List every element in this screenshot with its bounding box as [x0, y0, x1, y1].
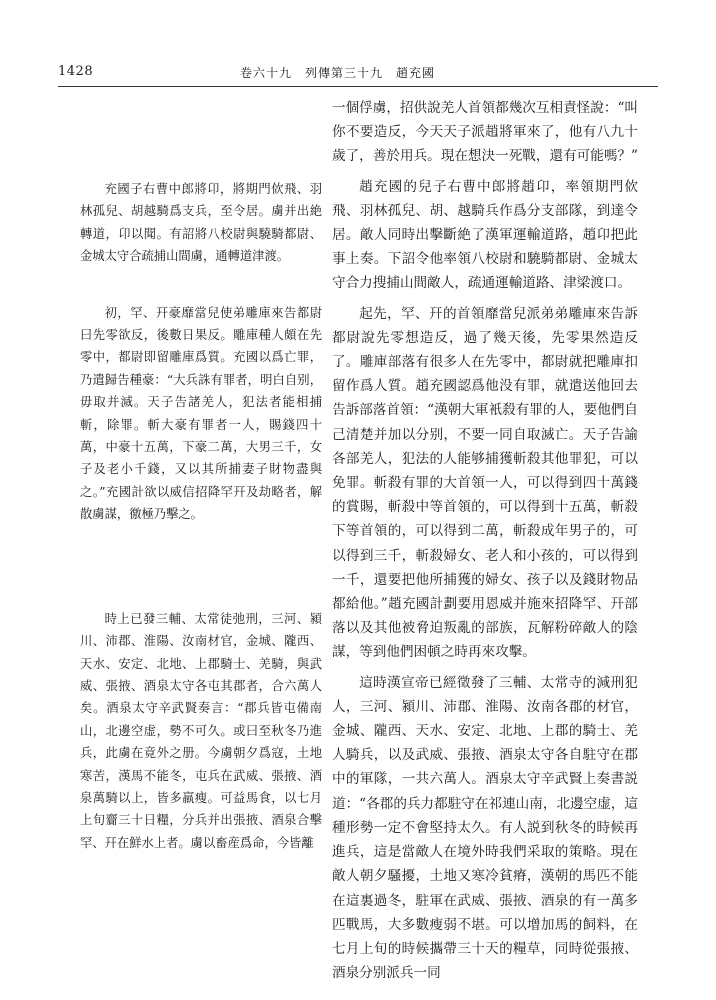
translation-paragraph: 這時漢宣帝已經徵發了三輔、太常寺的減刑犯人，三河、潁川、沛郡、淮陽、汝南各郡的材官，金城、隴西、天水、安定、北地、上郡的騎士、羌人騎兵，以及武威、張掖、酒泉太守各自駐守在郡中的軍隊，一共六萬人。酒泉太守辛武賢上奏書説道：“各郡的兵力都駐守在祁連山南，北邊空虚，這種形勢一定不會堅持太久。有人説到秋冬的時候再進兵，這是當敵人在境外時我們采取的策略。現在敵人朝夕騷擾，土地又寒冷貧瘠，漢朝的馬匹不能在這裏過冬，駐軍在武威、張掖、酒泉的有一萬多匹戰馬，大多數瘦弱不堪。可以增加馬的飼料，在七月上旬的時候攜帶三十天的糧草，同時從張掖、酒泉分别派兵一同	[332, 674, 639, 982]
page-number: 1428	[58, 64, 94, 79]
translation-paragraph: 趙充國的兒子右曹中郎將趙卬，率領期門佽飛、羽林孤兒、胡、越騎兵作爲分支部隊，到達令居。敵人同時出擊斷絶了漢軍運輸道路，趙卬把此事上奏。下詔令他率領八校尉和驍騎都尉、金城太守合力搜捕山間敵人，疏通運輸道路、津梁渡口。	[332, 178, 638, 292]
page-header	[58, 64, 658, 86]
classical-paragraph: 初，罕、幵豪靡當兒使弟雕庫來告都尉曰先零欲反，後數日果反。雕庫種人頗在先零中，都尉即留雕庫爲質。充國以爲亡罪，乃遣歸告種豪：“大兵誅有罪者，明白自别，毋取并滅。天子告諸羌人，犯法者能相捕斬，除罪。斬大豪有罪者一人，賜錢四十萬，中豪十五萬，下豪二萬，大男三千，女子及老小千錢，又以其所捕妻子財物盡與之。”充國計欲以威信招降罕幵及劫略者，解散虜謀，徼極乃擊之。	[80, 305, 322, 522]
translation-text-column	[332, 96, 638, 985]
classical-text-column	[80, 178, 322, 854]
translation-paragraph: 一個俘虜，招供說羌人首領都幾次互相責怪說：“叫你不要造反，今天天子派趙將軍來了，他有八九十歲了，善於用兵。現在想決一死戰，還有可能嗎？”	[332, 100, 639, 165]
classical-paragraph: 充國子右曹中郎將卬，將期門佽飛、羽林孤兒、胡越騎爲支兵，至令居。虜并出絶轉道，卬以聞。有詔將八校尉與驍騎都尉、金城太守合疏捕山間虜，通轉道津渡。	[80, 182, 322, 264]
header-rule	[58, 86, 658, 87]
translation-paragraph: 起先，罕、幵的首領靡當兒派弟弟雕庫來告訴都尉說先零想造反，過了幾天後，先零果然造反了。雕庫部落有很多人在先零中，都尉就把雕庫扣留作爲人質。趙充國認爲他没有罪，就遣送他回去告訴部落首領：“漢朝大軍衹殺有罪的人，要他們自己清楚并加以分别，不要一同自取滅亡。天子告諭各部羌人，犯法的人能够捕獲斬殺其他罪犯，可以免罪。斬殺有罪的大首領一人，可以得到四十萬錢的賞賜，斬殺中等首領的，可以得到十五萬，斬殺下等首領的，可以得到二萬，斬殺成年男子的，可以得到三千，斬殺婦女、老人和小孩的，可以得到一千，還要把他所捕獲的婦女、孩子以及錢財物品都給他。”趙充國計劃要用恩威并施來招降罕、幵部落以及其他被脅迫叛亂的部族，瓦解粉碎敵人的陰謀，等到他們困頓之時再來攻擊。	[332, 305, 639, 661]
running-head: 卷六十九 列傳第三十九 趙充國	[240, 66, 436, 80]
classical-paragraph: 時上已發三輔、太常徒弛刑，三河、潁川、沛郡、淮陽、汝南材官，金城、隴西、天水、安定、北地、上郡騎士、羌騎，與武威、張掖、酒泉太守各屯其郡者，合六萬人矣。酒泉太守辛武賢奏言：“郡兵皆屯備南山，北邊空虚，勢不可久。或曰至秋冬乃進兵，此虜在竟外之册。今虜朝夕爲寇，土地寒苦，漢馬不能冬，屯兵在武威、張掖、酒泉萬騎以上，皆多羸瘦。可益馬食，以七月上旬齎三十日糧，分兵并出張掖、酒泉合擊罕、幵在鮮水上者。虜以畜産爲命，今皆離	[80, 611, 322, 850]
